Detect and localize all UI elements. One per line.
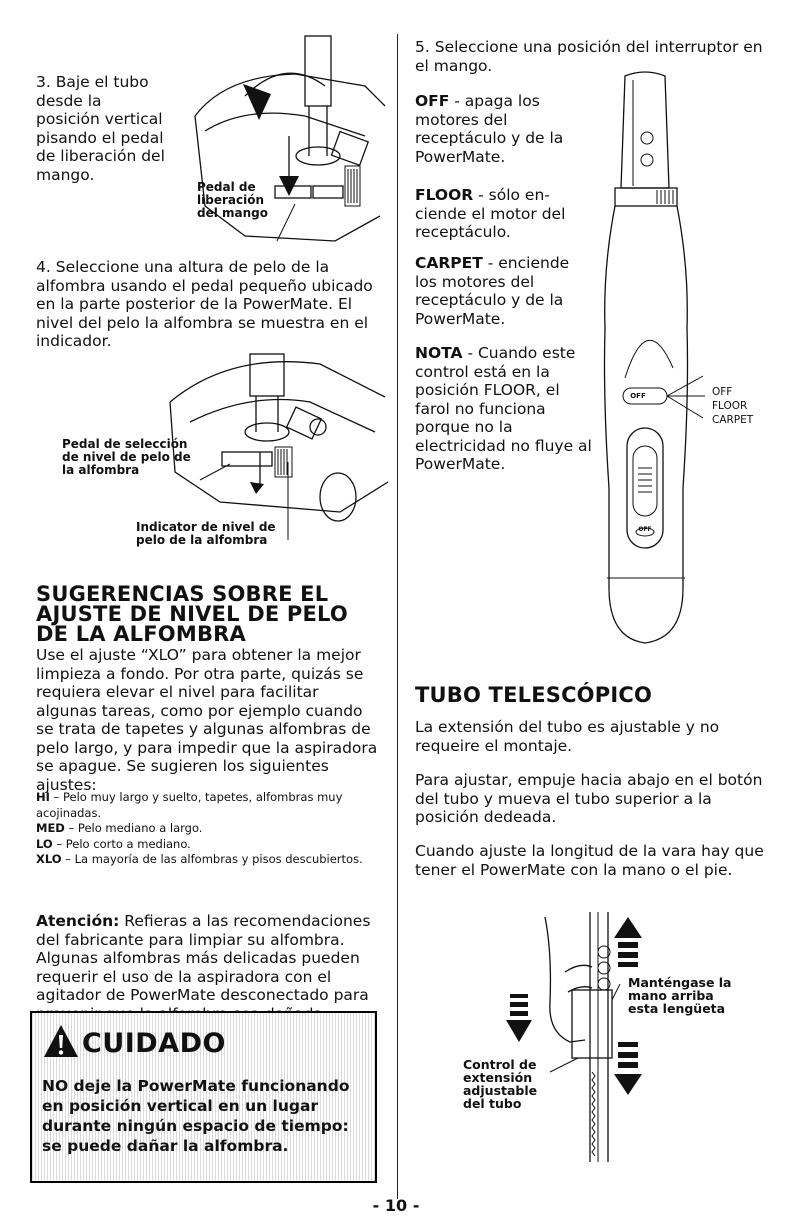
warning-triangle-icon [42, 1023, 80, 1059]
step-4 [36, 258, 384, 351]
tips-heading: SUGERENCIAS SOBRE EL AJUSTE DE NIVEL DE PELO DE LA ALFOMBRA [36, 582, 348, 646]
tips-intro: Use el ajuste “XLO” para obtener la mejor limpieza a fondo. Por otra parte, quizás se requiera elevar el nivel para facilitar algunas tareas, como por ejemplo cuando se trata de tapetes y algunas alfombras de pelo largo, y para impedir que la aspiradora se apague. Se sugieren los siguientes ajustes: [36, 646, 378, 794]
telescopic-p1: La extensión del tubo es ajustable y no requeire el montaje. [415, 718, 720, 755]
step-3-text: Baje el tubo desde la posición vertical pisando el pedal de liberación del mango. [36, 73, 165, 184]
note-text: - Cuando este control está en la posición FLOOR, el farol no funciona porque no la electricidad no fluye al PowerMate. [415, 344, 592, 473]
fig1-callout: Pedal de liberación del mango [197, 180, 268, 220]
step-5-number: 5. [415, 38, 430, 56]
step-4-number: 4. [36, 258, 51, 276]
switch-bottom-label: OFF [638, 526, 652, 533]
settings-list [36, 790, 384, 868]
step-3 [36, 73, 166, 184]
step-5 [415, 38, 765, 75]
setting-med-key: MED [36, 821, 65, 835]
floor-text: - sólo en-ciende el motor del receptáculo. [415, 186, 566, 241]
position-off: OFF [712, 386, 733, 398]
step-5-text: Seleccione una posición del interruptor en el mango. [415, 38, 763, 75]
fig2-callout-pedal: Pedal de selección de nivel de pelo de la alfombra [62, 437, 191, 477]
setting-xlo-key: XLO [36, 852, 62, 866]
carpet-label: CARPET [415, 254, 483, 272]
setting-hi-desc: – Pelo muy largo y suelto, tapetes, alfombras muy acojinadas. [36, 790, 343, 820]
position-floor: FLOOR [712, 400, 748, 412]
setting-xlo-desc: – La mayoría de las alfombras y pisos descubiertos. [61, 852, 363, 866]
attention-paragraph [36, 912, 386, 1023]
carpet-text: - enciende los motores del receptáculo y de la PowerMate. [415, 254, 570, 328]
step-4-text: Seleccione una altura de pelo de la alfombra usando el pedal pequeño ubicado en la parte posterior de la PowerMate. El nivel del pelo la alfombra se muestra en el indicador. [36, 258, 373, 350]
caution-body: NO deje la PowerMate funcionando en posición vertical en un lugar durante ningún espacio de tiempo: se puede dañar la alfombra. [42, 1077, 350, 1155]
setting-lo-key: LO [36, 836, 53, 851]
handle-switch-illustration [595, 68, 695, 668]
caution-box [30, 1011, 377, 1183]
off-label: OFF [415, 92, 450, 110]
setting-lo [36, 837, 384, 853]
tube-callout-hand: Manténgase la mano arriba esta lengüeta [628, 975, 732, 1016]
attention-label: Atención: [36, 912, 120, 930]
switch-positions [712, 385, 753, 427]
note-label: NOTA [415, 344, 463, 362]
carpet-description [415, 254, 585, 328]
setting-xlo [36, 852, 384, 868]
telescopic-p3: Cuando ajuste la longitud de la vara hay que tener el PowerMate con la mano o el pie. [415, 842, 764, 879]
setting-hi [36, 790, 384, 821]
setting-hi-key: HI [36, 790, 50, 804]
switch-off-label: OFF [630, 392, 646, 400]
telescopic-tube-illustration [480, 912, 700, 1162]
attention-text: Refieras a las recomendaciones del fabricante para limpiar su alfombra. Algunas alfombras más delicadas pueden requerir el uso de la aspiradora con el agitador de PowerMate desconectado para [36, 912, 371, 1004]
floor-label: FLOOR [415, 186, 474, 204]
note-description [415, 344, 595, 474]
telescopic-heading: TUBO TELESCÓPICO [415, 683, 652, 707]
setting-lo-desc: – Pelo corto a mediano. [52, 836, 191, 851]
fig2-callout-indicator: Indicator de nivel de pelo de la alfombra [136, 520, 276, 547]
column-divider [397, 34, 398, 1199]
tube-callout-control: Control de extensión adjustable del tubo [463, 1057, 538, 1111]
position-carpet: CARPET [712, 414, 754, 426]
setting-med [36, 821, 384, 837]
off-description [415, 92, 565, 166]
floor-description [415, 186, 580, 242]
caution-title: CUIDADO [82, 1028, 226, 1059]
page-number: - 10 - [372, 1196, 420, 1215]
step-3-number: 3. [36, 73, 51, 91]
telescopic-p2: Para ajustar, empuje hacia abajo en el botón del tubo y mueva el tubo superior a la posición dedeada. [415, 771, 763, 826]
setting-med-desc: – Pelo mediano a largo. [64, 821, 203, 835]
off-text: - apaga los motores del receptáculo y de la PowerMate. [415, 92, 564, 166]
